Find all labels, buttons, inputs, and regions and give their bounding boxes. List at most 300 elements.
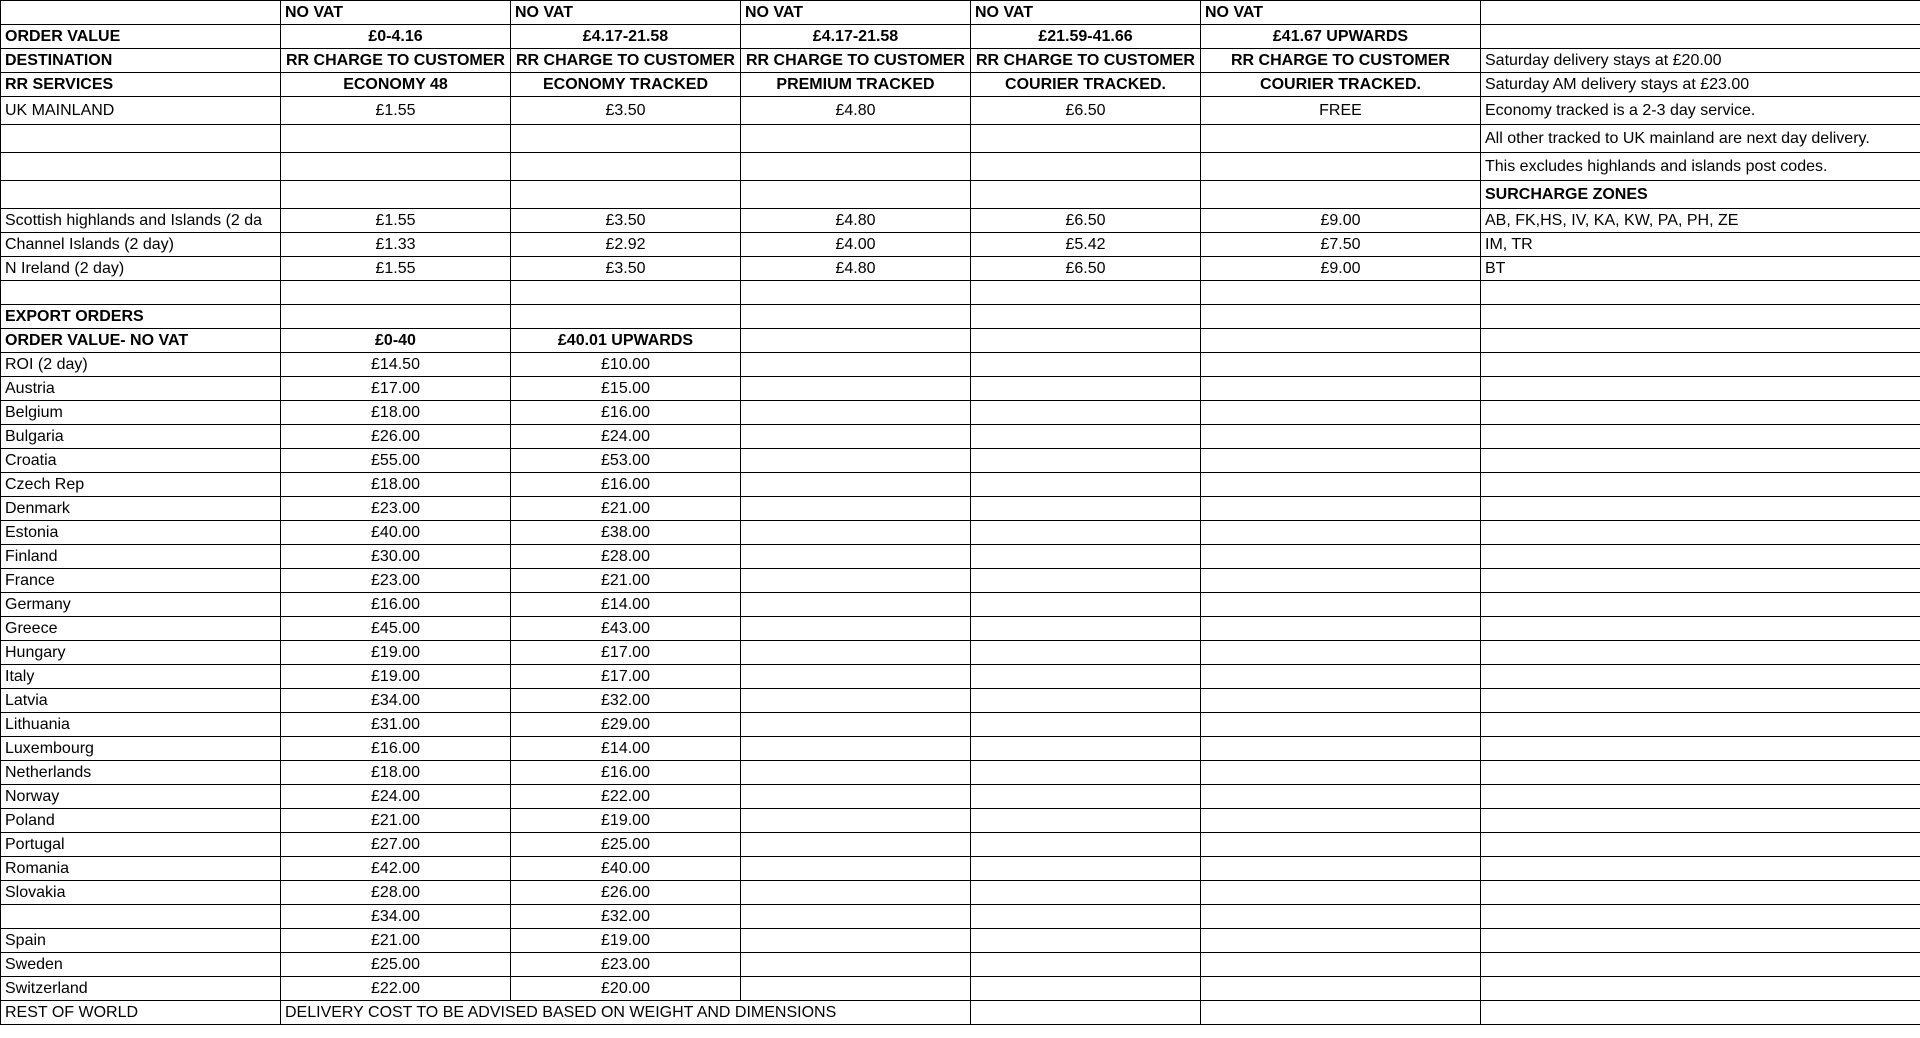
price-cell[interactable]: £4.80	[741, 209, 971, 233]
note-saturday-am-delivery[interactable]: Saturday AM delivery stays at £23.00	[1481, 73, 1920, 97]
price-cell[interactable]: £18.00	[281, 761, 511, 785]
price-cell[interactable]: £19.00	[281, 641, 511, 665]
cell-empty[interactable]	[1201, 713, 1481, 737]
export-orders-title[interactable]: EXPORT ORDERS	[1, 305, 281, 329]
price-cell[interactable]: £19.00	[281, 665, 511, 689]
cell-empty[interactable]	[1481, 785, 1920, 809]
destination-name[interactable]: Scottish highlands and Islands (2 da	[1, 209, 281, 233]
cell-empty[interactable]	[971, 617, 1201, 641]
cell-empty[interactable]	[1201, 953, 1481, 977]
cell-empty[interactable]	[971, 281, 1201, 305]
cell-empty[interactable]	[1481, 617, 1920, 641]
country-name[interactable]: Switzerland	[1, 977, 281, 1001]
price-cell[interactable]: £38.00	[511, 521, 741, 545]
country-name[interactable]: France	[1, 569, 281, 593]
cell-empty[interactable]	[741, 281, 971, 305]
cell-empty[interactable]	[971, 977, 1201, 1001]
export-order-value-label[interactable]: ORDER VALUE- NO VAT	[1, 329, 281, 353]
cell-empty[interactable]	[1481, 329, 1920, 353]
cell-empty[interactable]	[741, 377, 971, 401]
country-name[interactable]: Hungary	[1, 641, 281, 665]
cell-empty[interactable]	[1201, 857, 1481, 881]
cell-empty[interactable]	[971, 305, 1201, 329]
cell-empty[interactable]	[971, 953, 1201, 977]
cell-empty[interactable]	[971, 785, 1201, 809]
cell-empty[interactable]	[281, 305, 511, 329]
cell-empty[interactable]	[971, 377, 1201, 401]
cell-empty[interactable]	[1201, 593, 1481, 617]
cell-empty[interactable]	[1481, 953, 1920, 977]
cell-empty[interactable]	[1481, 305, 1920, 329]
cell-empty[interactable]	[741, 809, 971, 833]
cell-empty[interactable]	[1481, 25, 1920, 49]
cell-empty[interactable]	[741, 181, 971, 209]
cell-empty[interactable]	[1481, 761, 1920, 785]
cell-empty[interactable]	[971, 545, 1201, 569]
price-cell[interactable]: £3.50	[511, 257, 741, 281]
cell-empty[interactable]	[1201, 569, 1481, 593]
country-name[interactable]: Denmark	[1, 497, 281, 521]
cell-empty[interactable]	[971, 641, 1201, 665]
cell-empty[interactable]	[1201, 497, 1481, 521]
cell-empty[interactable]	[1, 125, 281, 153]
cell-empty[interactable]	[971, 857, 1201, 881]
price-cell[interactable]: £28.00	[511, 545, 741, 569]
country-name[interactable]: Luxembourg	[1, 737, 281, 761]
cell-empty[interactable]	[741, 329, 971, 353]
cell-empty[interactable]	[1481, 569, 1920, 593]
cell-empty[interactable]	[1201, 665, 1481, 689]
price-cell[interactable]: £27.00	[281, 833, 511, 857]
cell-empty[interactable]	[1481, 977, 1920, 1001]
price-cell[interactable]: £55.00	[281, 449, 511, 473]
cell-empty[interactable]	[1481, 497, 1920, 521]
price-cell[interactable]: £1.55	[281, 97, 511, 125]
price-cell[interactable]: £3.50	[511, 209, 741, 233]
price-cell[interactable]: £14.00	[511, 737, 741, 761]
cell-empty[interactable]	[741, 125, 971, 153]
note-row	[1, 125, 1920, 153]
destination-name[interactable]: UK MAINLAND	[1, 97, 281, 125]
country-name[interactable]: Italy	[1, 665, 281, 689]
service-name[interactable]: COURIER TRACKED.	[971, 73, 1201, 97]
cell-empty[interactable]	[1, 1, 281, 25]
cell-empty[interactable]	[971, 401, 1201, 425]
service-name[interactable]: ECONOMY TRACKED	[511, 73, 741, 97]
price-cell[interactable]: £43.00	[511, 617, 741, 641]
export-band[interactable]: £0-40	[281, 329, 511, 353]
cell-empty[interactable]	[1481, 665, 1920, 689]
price-cell[interactable]: £14.50	[281, 353, 511, 377]
price-cell[interactable]: £23.00	[511, 953, 741, 977]
cell-empty[interactable]	[1201, 617, 1481, 641]
price-cell[interactable]: £21.00	[281, 809, 511, 833]
price-cell[interactable]: £18.00	[281, 473, 511, 497]
cell-empty[interactable]	[741, 569, 971, 593]
cell-empty[interactable]	[1481, 449, 1920, 473]
destination-label[interactable]: DESTINATION	[1, 49, 281, 73]
cell-empty[interactable]	[741, 521, 971, 545]
cell-empty[interactable]	[971, 1001, 1201, 1025]
order-value-label[interactable]: ORDER VALUE	[1, 25, 281, 49]
cell-empty[interactable]	[1201, 521, 1481, 545]
price-cell[interactable]: £16.00	[511, 401, 741, 425]
price-cell[interactable]: £9.00	[1201, 209, 1481, 233]
vat-label[interactable]: NO VAT	[1201, 1, 1481, 25]
country-name[interactable]: Germany	[1, 593, 281, 617]
cell-empty[interactable]	[281, 153, 511, 181]
price-cell[interactable]: £6.50	[971, 209, 1201, 233]
cell-empty[interactable]	[1201, 181, 1481, 209]
price-cell[interactable]: £7.50	[1201, 233, 1481, 257]
cell-empty[interactable]	[741, 737, 971, 761]
cell-empty[interactable]	[741, 953, 971, 977]
price-cell[interactable]: £53.00	[511, 449, 741, 473]
country-name[interactable]	[1, 905, 281, 929]
cell-empty[interactable]	[971, 929, 1201, 953]
price-cell[interactable]: £26.00	[281, 425, 511, 449]
cell-empty[interactable]	[741, 929, 971, 953]
price-cell[interactable]: £21.00	[511, 497, 741, 521]
cell-empty[interactable]	[1201, 377, 1481, 401]
cell-empty[interactable]	[1, 181, 281, 209]
cell-empty[interactable]	[971, 449, 1201, 473]
cell-empty[interactable]	[971, 833, 1201, 857]
service-name[interactable]: ECONOMY 48	[281, 73, 511, 97]
cell-empty[interactable]	[971, 353, 1201, 377]
price-cell[interactable]: £5.42	[971, 233, 1201, 257]
vat-label[interactable]: NO VAT	[971, 1, 1201, 25]
cell-empty[interactable]	[971, 181, 1201, 209]
destination-value[interactable]: RR CHARGE TO CUSTOMER	[281, 49, 511, 73]
cell-empty[interactable]	[741, 641, 971, 665]
cell-empty[interactable]	[1481, 857, 1920, 881]
service-name[interactable]: COURIER TRACKED.	[1201, 73, 1481, 97]
cell-empty[interactable]	[1201, 641, 1481, 665]
cell-empty[interactable]	[1481, 593, 1920, 617]
cell-empty[interactable]	[741, 977, 971, 1001]
price-cell[interactable]: £21.00	[281, 929, 511, 953]
price-cell[interactable]: £30.00	[281, 545, 511, 569]
price-cell[interactable]: £24.00	[281, 785, 511, 809]
cell-empty[interactable]	[1201, 833, 1481, 857]
cell-empty[interactable]	[1481, 881, 1920, 905]
cell-empty[interactable]	[971, 153, 1201, 181]
order-value-band[interactable]: £21.59-41.66	[971, 25, 1201, 49]
export-row	[1, 905, 1920, 929]
country-name[interactable]: Portugal	[1, 833, 281, 857]
cell-empty[interactable]	[741, 545, 971, 569]
price-cell[interactable]: £24.00	[511, 425, 741, 449]
destination-value[interactable]: RR CHARGE TO CUSTOMER	[1201, 49, 1481, 73]
cell-empty[interactable]	[1481, 425, 1920, 449]
country-name[interactable]: Spain	[1, 929, 281, 953]
price-cell[interactable]: £6.50	[971, 257, 1201, 281]
note-excludes-highlands[interactable]: This excludes highlands and islands post codes.	[1481, 153, 1920, 181]
price-cell[interactable]: £23.00	[281, 497, 511, 521]
cell-empty[interactable]	[1201, 761, 1481, 785]
price-cell[interactable]: £16.00	[511, 473, 741, 497]
export-row	[1, 689, 1920, 713]
price-cell[interactable]: £3.50	[511, 97, 741, 125]
cell-empty[interactable]	[1481, 809, 1920, 833]
price-cell[interactable]: £9.00	[1201, 257, 1481, 281]
country-name[interactable]: Netherlands	[1, 761, 281, 785]
note-saturday-delivery[interactable]: Saturday delivery stays at £20.00	[1481, 49, 1920, 73]
cell-empty[interactable]	[971, 761, 1201, 785]
cell-empty[interactable]	[741, 857, 971, 881]
country-name[interactable]: Austria	[1, 377, 281, 401]
destination-value[interactable]: RR CHARGE TO CUSTOMER	[741, 49, 971, 73]
country-name[interactable]: Croatia	[1, 449, 281, 473]
cell-empty[interactable]	[971, 713, 1201, 737]
country-name[interactable]: Sweden	[1, 953, 281, 977]
cell-empty[interactable]	[1481, 377, 1920, 401]
price-cell[interactable]: £4.00	[741, 233, 971, 257]
destination-value[interactable]: RR CHARGE TO CUSTOMER	[971, 49, 1201, 73]
price-cell[interactable]: £40.00	[511, 857, 741, 881]
cell-empty[interactable]	[1481, 1, 1920, 25]
vat-label[interactable]: NO VAT	[741, 1, 971, 25]
cell-empty[interactable]	[1201, 737, 1481, 761]
note-next-day[interactable]: All other tracked to UK mainland are next day delivery.	[1481, 125, 1920, 153]
cell-empty[interactable]	[1201, 785, 1481, 809]
price-cell[interactable]: £16.00	[281, 593, 511, 617]
price-cell[interactable]: £14.00	[511, 593, 741, 617]
cell-empty[interactable]	[1201, 473, 1481, 497]
price-cell[interactable]: £20.00	[511, 977, 741, 1001]
surcharge-zone-codes[interactable]: BT	[1481, 257, 1920, 281]
price-cell[interactable]: £32.00	[511, 905, 741, 929]
country-name[interactable]: Slovakia	[1, 881, 281, 905]
price-cell[interactable]: £28.00	[281, 881, 511, 905]
cell-empty[interactable]	[281, 125, 511, 153]
cell-empty[interactable]	[971, 665, 1201, 689]
cell-empty[interactable]	[511, 153, 741, 181]
cell-empty[interactable]	[971, 881, 1201, 905]
export-row	[1, 713, 1920, 737]
price-cell[interactable]: £18.00	[281, 401, 511, 425]
country-name[interactable]: Greece	[1, 617, 281, 641]
price-cell[interactable]: £4.80	[741, 257, 971, 281]
cell-empty[interactable]	[1201, 809, 1481, 833]
cell-empty[interactable]	[1481, 833, 1920, 857]
cell-empty[interactable]	[281, 281, 511, 305]
destination-name[interactable]: N Ireland (2 day)	[1, 257, 281, 281]
price-cell[interactable]: £16.00	[511, 761, 741, 785]
cell-empty[interactable]	[511, 125, 741, 153]
price-cell[interactable]: £17.00	[511, 665, 741, 689]
price-cell[interactable]: £26.00	[511, 881, 741, 905]
order-value-band[interactable]: £4.17-21.58	[741, 25, 971, 49]
price-cell[interactable]: £25.00	[511, 833, 741, 857]
price-cell[interactable]: £22.00	[511, 785, 741, 809]
surcharge-zones-heading[interactable]: SURCHARGE ZONES	[1481, 181, 1920, 209]
cell-empty[interactable]	[971, 125, 1201, 153]
price-cell[interactable]: £15.00	[511, 377, 741, 401]
cell-empty[interactable]	[971, 473, 1201, 497]
cell-empty[interactable]	[741, 905, 971, 929]
services-label[interactable]: RR SERVICES	[1, 73, 281, 97]
cell-empty[interactable]	[971, 689, 1201, 713]
cell-empty[interactable]	[1201, 449, 1481, 473]
cell-empty[interactable]	[1201, 153, 1481, 181]
price-cell[interactable]: £6.50	[971, 97, 1201, 125]
cell-empty[interactable]	[1481, 1001, 1920, 1025]
price-cell[interactable]: £1.33	[281, 233, 511, 257]
cell-empty[interactable]	[1201, 545, 1481, 569]
cell-empty[interactable]	[1481, 689, 1920, 713]
cell-empty[interactable]	[741, 761, 971, 785]
price-cell[interactable]: £23.00	[281, 569, 511, 593]
price-cell[interactable]: £1.55	[281, 257, 511, 281]
cell-empty[interactable]	[1201, 881, 1481, 905]
rest-of-world-note[interactable]: DELIVERY COST TO BE ADVISED BASED ON WEIGHT AND DIMENSIONS	[281, 1001, 971, 1025]
cell-empty[interactable]	[1201, 905, 1481, 929]
cell-empty[interactable]	[971, 569, 1201, 593]
country-name[interactable]: Estonia	[1, 521, 281, 545]
price-cell[interactable]: £40.00	[281, 521, 511, 545]
cell-empty[interactable]	[1201, 125, 1481, 153]
cell-empty[interactable]	[741, 305, 971, 329]
country-name[interactable]: Bulgaria	[1, 425, 281, 449]
cell-empty[interactable]	[1, 281, 281, 305]
cell-empty[interactable]	[971, 497, 1201, 521]
cell-empty[interactable]	[1481, 281, 1920, 305]
country-name[interactable]: Lithuania	[1, 713, 281, 737]
cell-empty[interactable]	[1201, 425, 1481, 449]
cell-empty[interactable]	[741, 353, 971, 377]
order-value-band[interactable]: £0-4.16	[281, 25, 511, 49]
cell-empty[interactable]	[511, 181, 741, 209]
cell-empty[interactable]	[741, 665, 971, 689]
price-cell[interactable]: £19.00	[511, 929, 741, 953]
cell-empty[interactable]	[741, 617, 971, 641]
country-name[interactable]: Poland	[1, 809, 281, 833]
country-name[interactable]: ROI (2 day)	[1, 353, 281, 377]
note-economy-tracked[interactable]: Economy tracked is a 2-3 day service.	[1481, 97, 1920, 125]
destination-value[interactable]: RR CHARGE TO CUSTOMER	[511, 49, 741, 73]
cell-empty[interactable]	[1481, 353, 1920, 377]
price-cell[interactable]: £16.00	[281, 737, 511, 761]
service-name[interactable]: PREMIUM TRACKED	[741, 73, 971, 97]
price-cell[interactable]: £22.00	[281, 977, 511, 1001]
cell-empty[interactable]	[971, 737, 1201, 761]
cell-empty[interactable]	[1481, 737, 1920, 761]
price-cell[interactable]: £25.00	[281, 953, 511, 977]
country-name[interactable]: Latvia	[1, 689, 281, 713]
order-value-band[interactable]: £41.67 UPWARDS	[1201, 25, 1481, 49]
vat-label[interactable]: NO VAT	[511, 1, 741, 25]
cell-empty[interactable]	[741, 713, 971, 737]
price-cell[interactable]: £10.00	[511, 353, 741, 377]
cell-empty[interactable]	[1201, 929, 1481, 953]
cell-empty[interactable]	[741, 785, 971, 809]
price-cell[interactable]: £17.00	[511, 641, 741, 665]
cell-empty[interactable]	[1201, 281, 1481, 305]
price-cell[interactable]: £1.55	[281, 209, 511, 233]
cell-empty[interactable]	[1201, 401, 1481, 425]
cell-empty[interactable]	[741, 473, 971, 497]
price-cell[interactable]: £32.00	[511, 689, 741, 713]
country-name[interactable]: Finland	[1, 545, 281, 569]
export-row	[1, 881, 1920, 905]
cell-empty[interactable]	[971, 521, 1201, 545]
cell-empty[interactable]	[1481, 473, 1920, 497]
order-value-band[interactable]: £4.17-21.58	[511, 25, 741, 49]
price-cell[interactable]: £29.00	[511, 713, 741, 737]
price-cell[interactable]: FREE	[1201, 97, 1481, 125]
price-cell[interactable]: £21.00	[511, 569, 741, 593]
price-cell[interactable]: £34.00	[281, 689, 511, 713]
cell-empty[interactable]	[1201, 305, 1481, 329]
cell-empty[interactable]	[741, 401, 971, 425]
export-row	[1, 737, 1920, 761]
destination-name[interactable]: Channel Islands (2 day)	[1, 233, 281, 257]
cell-empty[interactable]	[971, 809, 1201, 833]
country-name[interactable]: REST OF WORLD	[1, 1001, 281, 1025]
country-name[interactable]: Romania	[1, 857, 281, 881]
price-cell[interactable]: £2.92	[511, 233, 741, 257]
country-name[interactable]: Belgium	[1, 401, 281, 425]
cell-empty[interactable]	[1201, 977, 1481, 1001]
price-cell[interactable]: £4.80	[741, 97, 971, 125]
cell-empty[interactable]	[281, 181, 511, 209]
cell-empty[interactable]	[741, 497, 971, 521]
export-band[interactable]: £40.01 UPWARDS	[511, 329, 741, 353]
cell-empty[interactable]	[741, 153, 971, 181]
cell-empty[interactable]	[1481, 713, 1920, 737]
cell-empty[interactable]	[741, 881, 971, 905]
cell-empty[interactable]	[741, 689, 971, 713]
uk-mainland-row	[1, 97, 1920, 125]
cell-empty[interactable]	[1, 153, 281, 181]
price-cell[interactable]: £19.00	[511, 809, 741, 833]
cell-empty[interactable]	[511, 305, 741, 329]
cell-empty[interactable]	[1201, 329, 1481, 353]
cell-empty[interactable]	[1481, 929, 1920, 953]
price-cell[interactable]: £34.00	[281, 905, 511, 929]
cell-empty[interactable]	[1481, 545, 1920, 569]
cell-empty[interactable]	[741, 593, 971, 617]
cell-empty[interactable]	[971, 593, 1201, 617]
price-cell[interactable]: £42.00	[281, 857, 511, 881]
cell-empty[interactable]	[971, 425, 1201, 449]
cell-empty[interactable]	[1481, 905, 1920, 929]
cell-empty[interactable]	[1481, 521, 1920, 545]
cell-empty[interactable]	[741, 833, 971, 857]
price-cell[interactable]: £31.00	[281, 713, 511, 737]
export-row	[1, 857, 1920, 881]
surcharge-zone-codes[interactable]: IM, TR	[1481, 233, 1920, 257]
price-cell[interactable]: £45.00	[281, 617, 511, 641]
cell-empty[interactable]	[971, 905, 1201, 929]
surcharge-zone-codes[interactable]: AB, FK,HS, IV, KA, KW, PA, PH, ZE	[1481, 209, 1920, 233]
cell-empty[interactable]	[1201, 689, 1481, 713]
cell-empty[interactable]	[741, 449, 971, 473]
cell-empty[interactable]	[1201, 1001, 1481, 1025]
cell-empty[interactable]	[741, 425, 971, 449]
cell-empty[interactable]	[971, 329, 1201, 353]
country-name[interactable]: Czech Rep	[1, 473, 281, 497]
cell-empty[interactable]	[1201, 353, 1481, 377]
cell-empty[interactable]	[1481, 401, 1920, 425]
vat-label[interactable]: NO VAT	[281, 1, 511, 25]
price-cell[interactable]: £17.00	[281, 377, 511, 401]
country-name[interactable]: Norway	[1, 785, 281, 809]
cell-empty[interactable]	[511, 281, 741, 305]
cell-empty[interactable]	[1481, 641, 1920, 665]
